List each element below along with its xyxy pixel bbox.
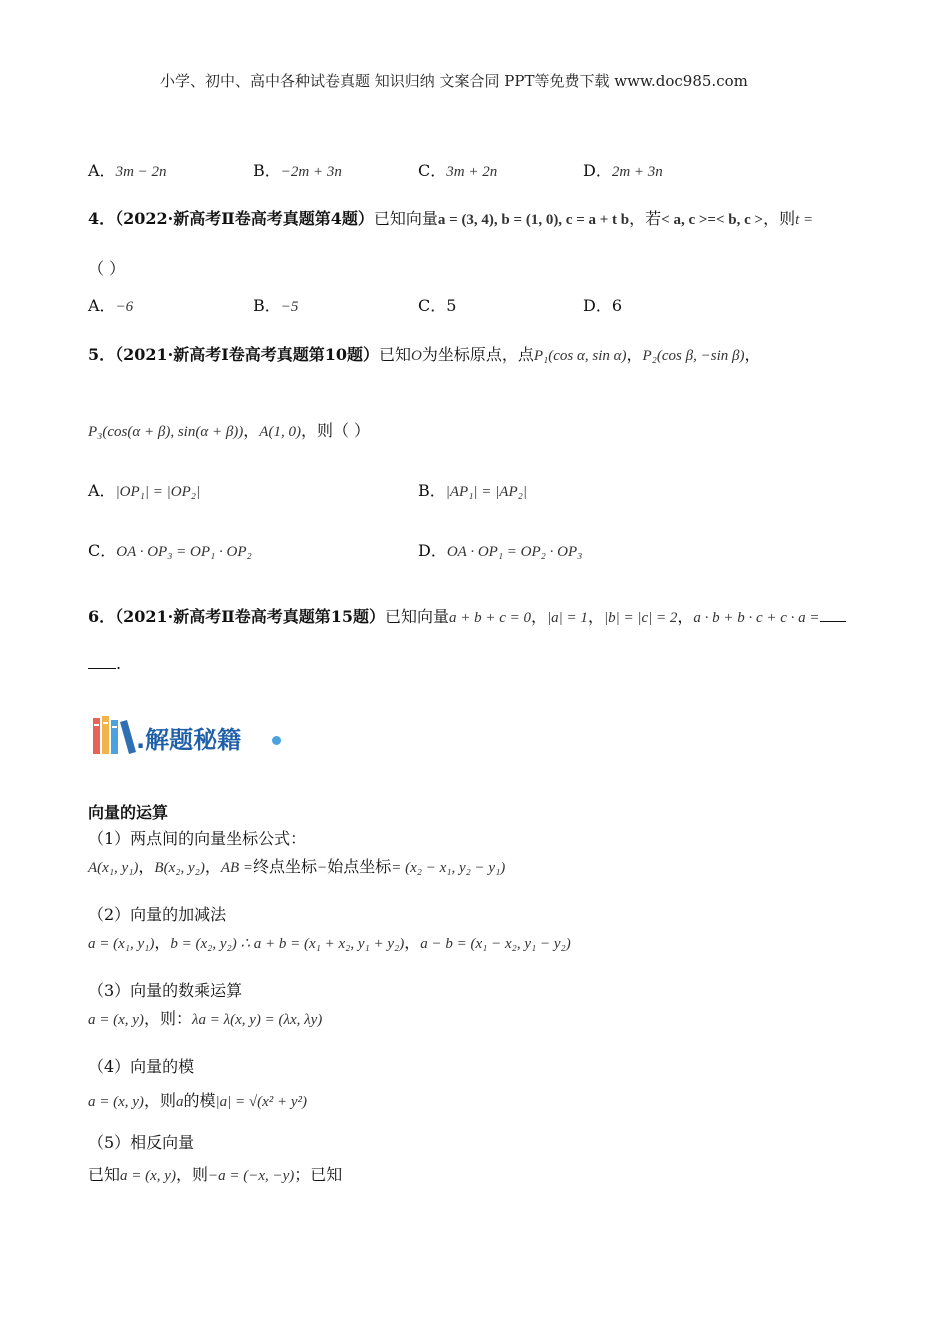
- q5-option-d[interactable]: D．OA · OP₁ = OP₂ · OP₃: [418, 541, 583, 560]
- q5-a: A(1, 0): [259, 424, 301, 440]
- q4-stem: 4．（2022·新高考Ⅱ卷高考真题第4题）已知向量a = (3, 4), b = (1, 0), c = a + t b，若< a, c >=< b, c >，则t =: [88, 209, 814, 228]
- banner-title: .解题秘籍: [136, 726, 242, 754]
- section-item-3-formula: a = (x, y)，则：λa = λ(x, y) = (λx, λy): [88, 1009, 323, 1028]
- q5-option-b[interactable]: B．|AP₁| = |AP₂|: [418, 481, 527, 500]
- q3-option-c-math: 3m + 2n: [446, 164, 498, 180]
- q5-p2: P₂(cos β, −sin β): [642, 348, 745, 364]
- q4-paren: （ ）: [88, 259, 126, 278]
- q4-t: t =: [795, 212, 814, 228]
- section-item-2-formula: a = (x₁, y₁)，b = (x₂, y₂) ∴ a + b = (x₁ + x₂, y₁ + y₂)，a − b = (x₁ − x₂, y₁ − y₂): [88, 933, 571, 952]
- books-icon: [92, 714, 138, 756]
- q4-vectors: a = (3, 4), b = (1, 0), c = a + t b: [437, 212, 630, 228]
- q3-option-a[interactable]: A．3m − 2n: [88, 161, 167, 180]
- q4-option-b[interactable]: B．−5: [253, 296, 299, 315]
- q6-answer-blank[interactable]: [820, 607, 846, 622]
- section-item-2-heading: （2）向量的加减法: [88, 905, 227, 924]
- banner-dot: [272, 736, 281, 745]
- section-item-1-heading: （1）两点间的向量坐标公式：: [88, 829, 307, 848]
- solution-banner: [92, 714, 282, 758]
- q6-stem-line2: .: [88, 654, 121, 673]
- q6-number: 6．: [88, 607, 116, 626]
- q3-option-c[interactable]: C．3m + 2n: [418, 161, 498, 180]
- q5-stem-line2: P₃(cos(α + β), sin(α + β))，A(1, 0)，则（ ）: [88, 421, 371, 440]
- q3-option-b-math: −2m + 3n: [280, 164, 342, 180]
- section-item-4-formula: a = (x, y)，则a的模|a| = √(x² + y²): [88, 1091, 307, 1110]
- q3-option-a-math: 3m − 2n: [115, 164, 167, 180]
- q5-number: 5．: [88, 345, 116, 364]
- q5-p3: P₃(cos(α + β), sin(α + β)): [88, 424, 244, 440]
- section-title: 向量的运算: [88, 803, 169, 822]
- q4-number: 4．: [88, 209, 116, 228]
- q5-stem: 5．（2021·新高考Ⅰ卷高考真题第10题）已知O为坐标原点，点P₁(cos α, sin α)，P₂(cos β, −sin β)，: [88, 345, 761, 364]
- q6-answer-blank-cont[interactable]: [88, 654, 116, 669]
- section-item-3-heading: （3）向量的数乘运算: [88, 981, 243, 1000]
- q4-angle-condition: < a, c >=< b, c >: [661, 212, 764, 228]
- q3-option-b[interactable]: B．−2m + 3n: [253, 161, 342, 180]
- q4-option-a[interactable]: A．−6: [88, 296, 134, 315]
- q3-option-d[interactable]: D．2m + 3n: [583, 161, 663, 180]
- section-item-5-heading: （5）相反向量: [88, 1133, 195, 1152]
- section-item-1-formula: A(x₁, y₁)，B(x₂, y₂)，AB =终点坐标−始点坐标= (x₂ − x₁, y₂ − y₁): [88, 857, 506, 876]
- q5-option-c[interactable]: C．OA · OP₃ = OP₁ · OP₂: [88, 541, 252, 560]
- q6-stem: 6．（2021·新高考Ⅱ卷高考真题第15题）已知向量a + b + c = 0，|a| = 1，|b| = |c| = 2，a · b + b · c + c · a =: [88, 604, 846, 627]
- q4-option-c[interactable]: C．5: [418, 296, 457, 315]
- section-item-5-formula: 已知a = (x, y)，则−a = (−x, −y)；已知: [88, 1165, 343, 1184]
- section-item-4-heading: （4）向量的模: [88, 1057, 195, 1076]
- q5-source: （2021·新高考Ⅰ卷高考真题第10题）: [115, 345, 379, 364]
- q6-source: （2021·新高考Ⅱ卷高考真题第15题）: [115, 607, 385, 626]
- page-header: 小学、初中、高中各种试卷真题 知识归纳 文案合同 PPT等免费下载 www.doc985.com: [160, 72, 748, 90]
- q4-source: （2022·新高考Ⅱ卷高考真题第4题）: [115, 209, 374, 228]
- q3-option-d-math: 2m + 3n: [611, 164, 663, 180]
- q5-p1: P₁(cos α, sin α): [533, 348, 627, 364]
- q5-option-a[interactable]: A．|OP₁| = |OP₂|: [88, 481, 201, 500]
- q4-option-d[interactable]: D．6: [583, 296, 623, 315]
